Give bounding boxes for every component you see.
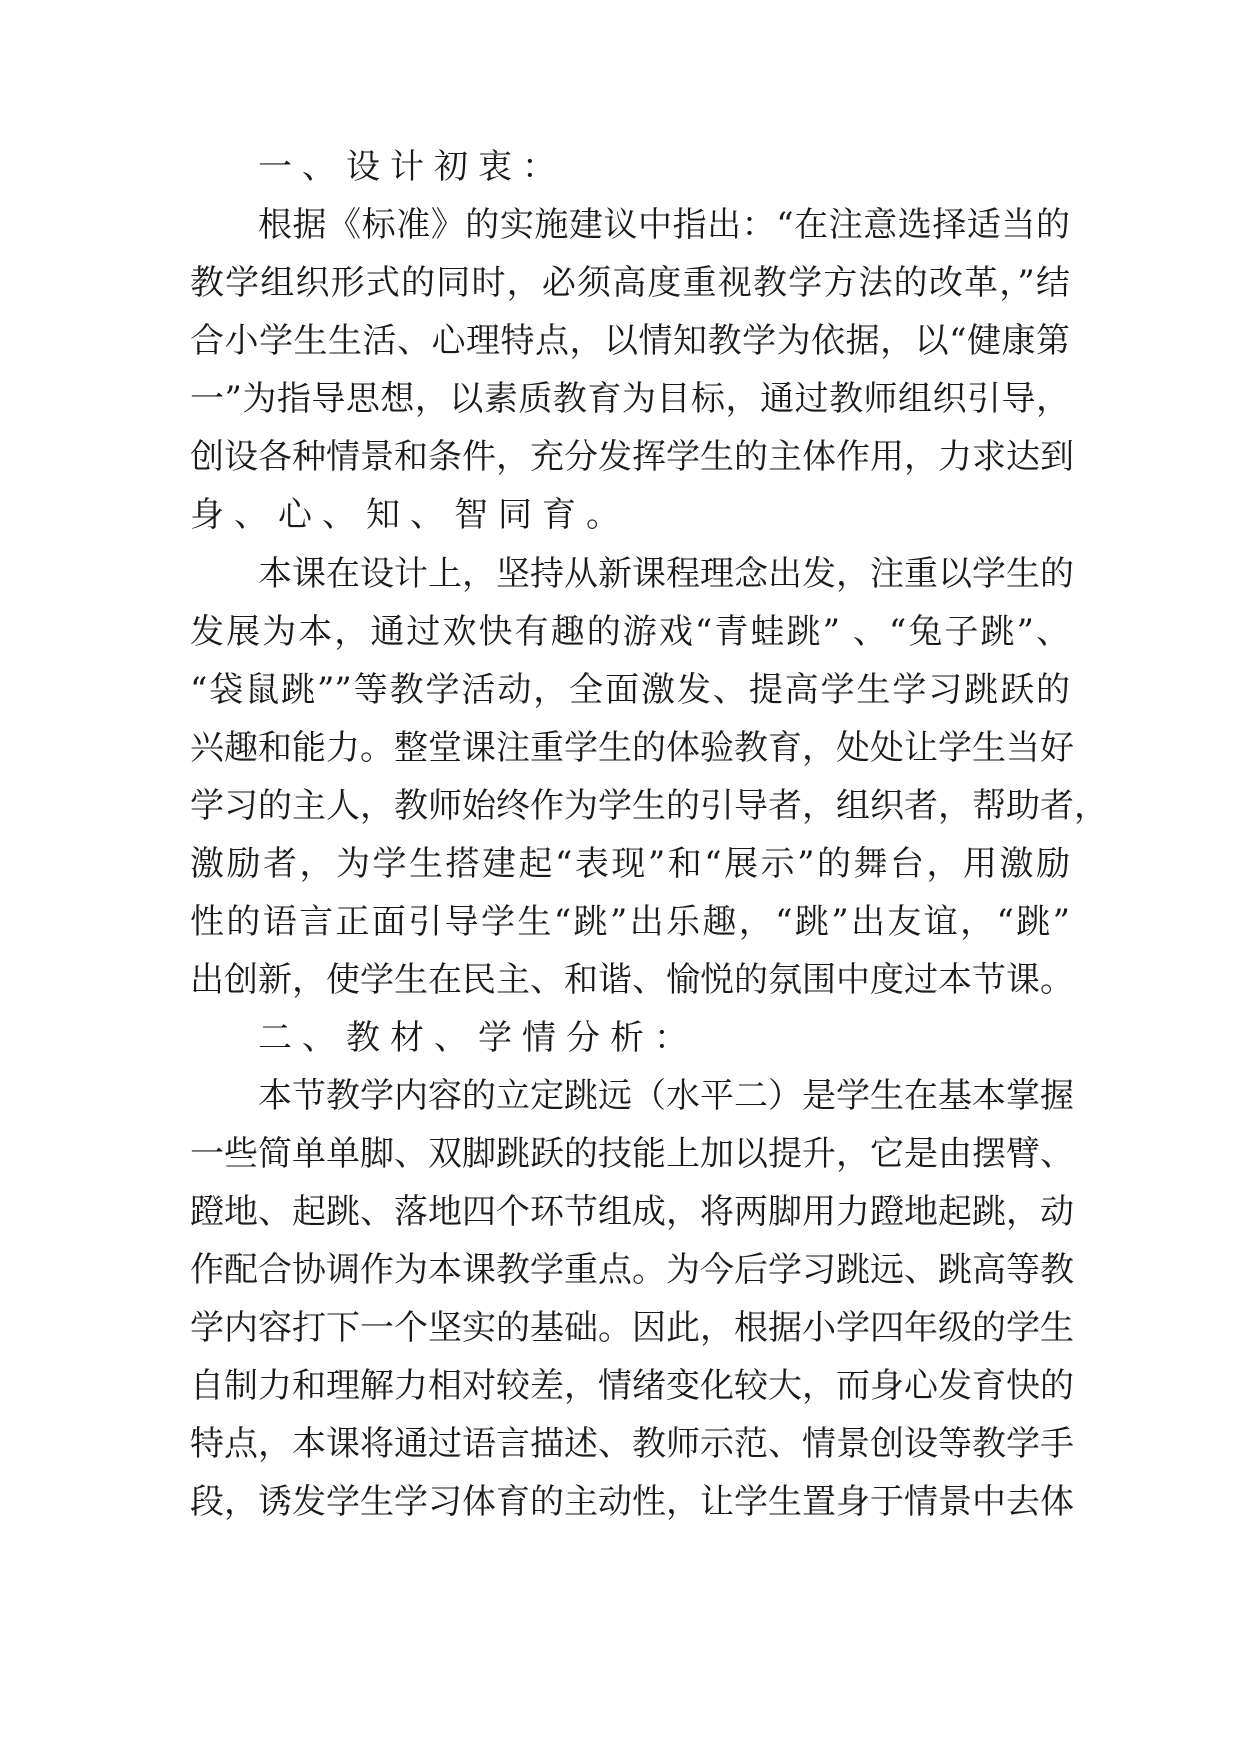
paragraph-line: 根据《标准》的实施建议中指出：“在注意选择适当的 [258,205,1070,245]
paragraph-line: “袋鼠跳””等教学活动，全面激发、提高学生学习跳跃的 [190,670,1070,710]
paragraph-line: 合小学生生活、心理特点，以情知教学为依据，以“健康第 [190,321,1070,361]
paragraph-line: 身、心、知、智同育。 [190,495,630,535]
paragraph-line: 一”为指导思想，以素质教育为目标，通过教师组织引导， [190,379,1070,419]
paragraph-line: 创设各种情景和条件，充分发挥学生的主体作用，力求达到 [190,437,1074,477]
paragraph-line: 本节教学内容的立定跳远（水平二）是学生在基本掌握 [258,1076,1074,1116]
paragraph-line: 自制力和理解力相对较差，情绪变化较大，而身心发育快的 [190,1366,1074,1406]
paragraph-line: 学习的主人，教师始终作为学生的引导者，组织者，帮助者， [190,786,1108,826]
paragraph-line: 一些简单单脚、双脚跳跃的技能上加以提升，它是由摆臂、 [190,1134,1074,1174]
paragraph-line: 本课在设计上，坚持从新课程理念出发，注重以学生的 [258,554,1074,594]
paragraph-line: 段，诱发学生学习体育的主动性，让学生置身于情景中去体 [190,1482,1074,1522]
paragraph-line: 性的语言正面引导学生“跳”出乐趣，“跳”出友谊，“跳” [190,902,1070,942]
section-heading-2: 二、教材、学情分析： [258,1018,698,1058]
paragraph-line: 蹬地、起跳、落地四个环节组成，将两脚用力蹬地起跳，动 [190,1192,1074,1232]
paragraph-line: 学内容打下一个坚实的基础。因此，根据小学四年级的学生 [190,1308,1074,1348]
paragraph-line: 激励者，为学生搭建起“表现”和“展示”的舞台，用激励 [190,844,1070,884]
paragraph-line: 教学组织形式的同时，必须高度重视教学方法的改革，”结 [190,263,1070,303]
section-heading-1: 一、设计初衷： [258,147,566,187]
paragraph-line: 兴趣和能力。整堂课注重学生的体验教育，处处让学生当好 [190,728,1074,768]
paragraph-line: 出创新，使学生在民主、和谐、愉悦的氛围中度过本节课。 [190,960,1074,1000]
paragraph-line: 作配合协调作为本课教学重点。为今后学习跳远、跳高等教 [190,1250,1074,1290]
paragraph-line: 特点，本课将通过语言描述、教师示范、情景创设等教学手 [190,1424,1074,1464]
paragraph-line: 发展为本，通过欢快有趣的游戏“青蛙跳” 、“兔子跳”、 [190,612,1070,652]
